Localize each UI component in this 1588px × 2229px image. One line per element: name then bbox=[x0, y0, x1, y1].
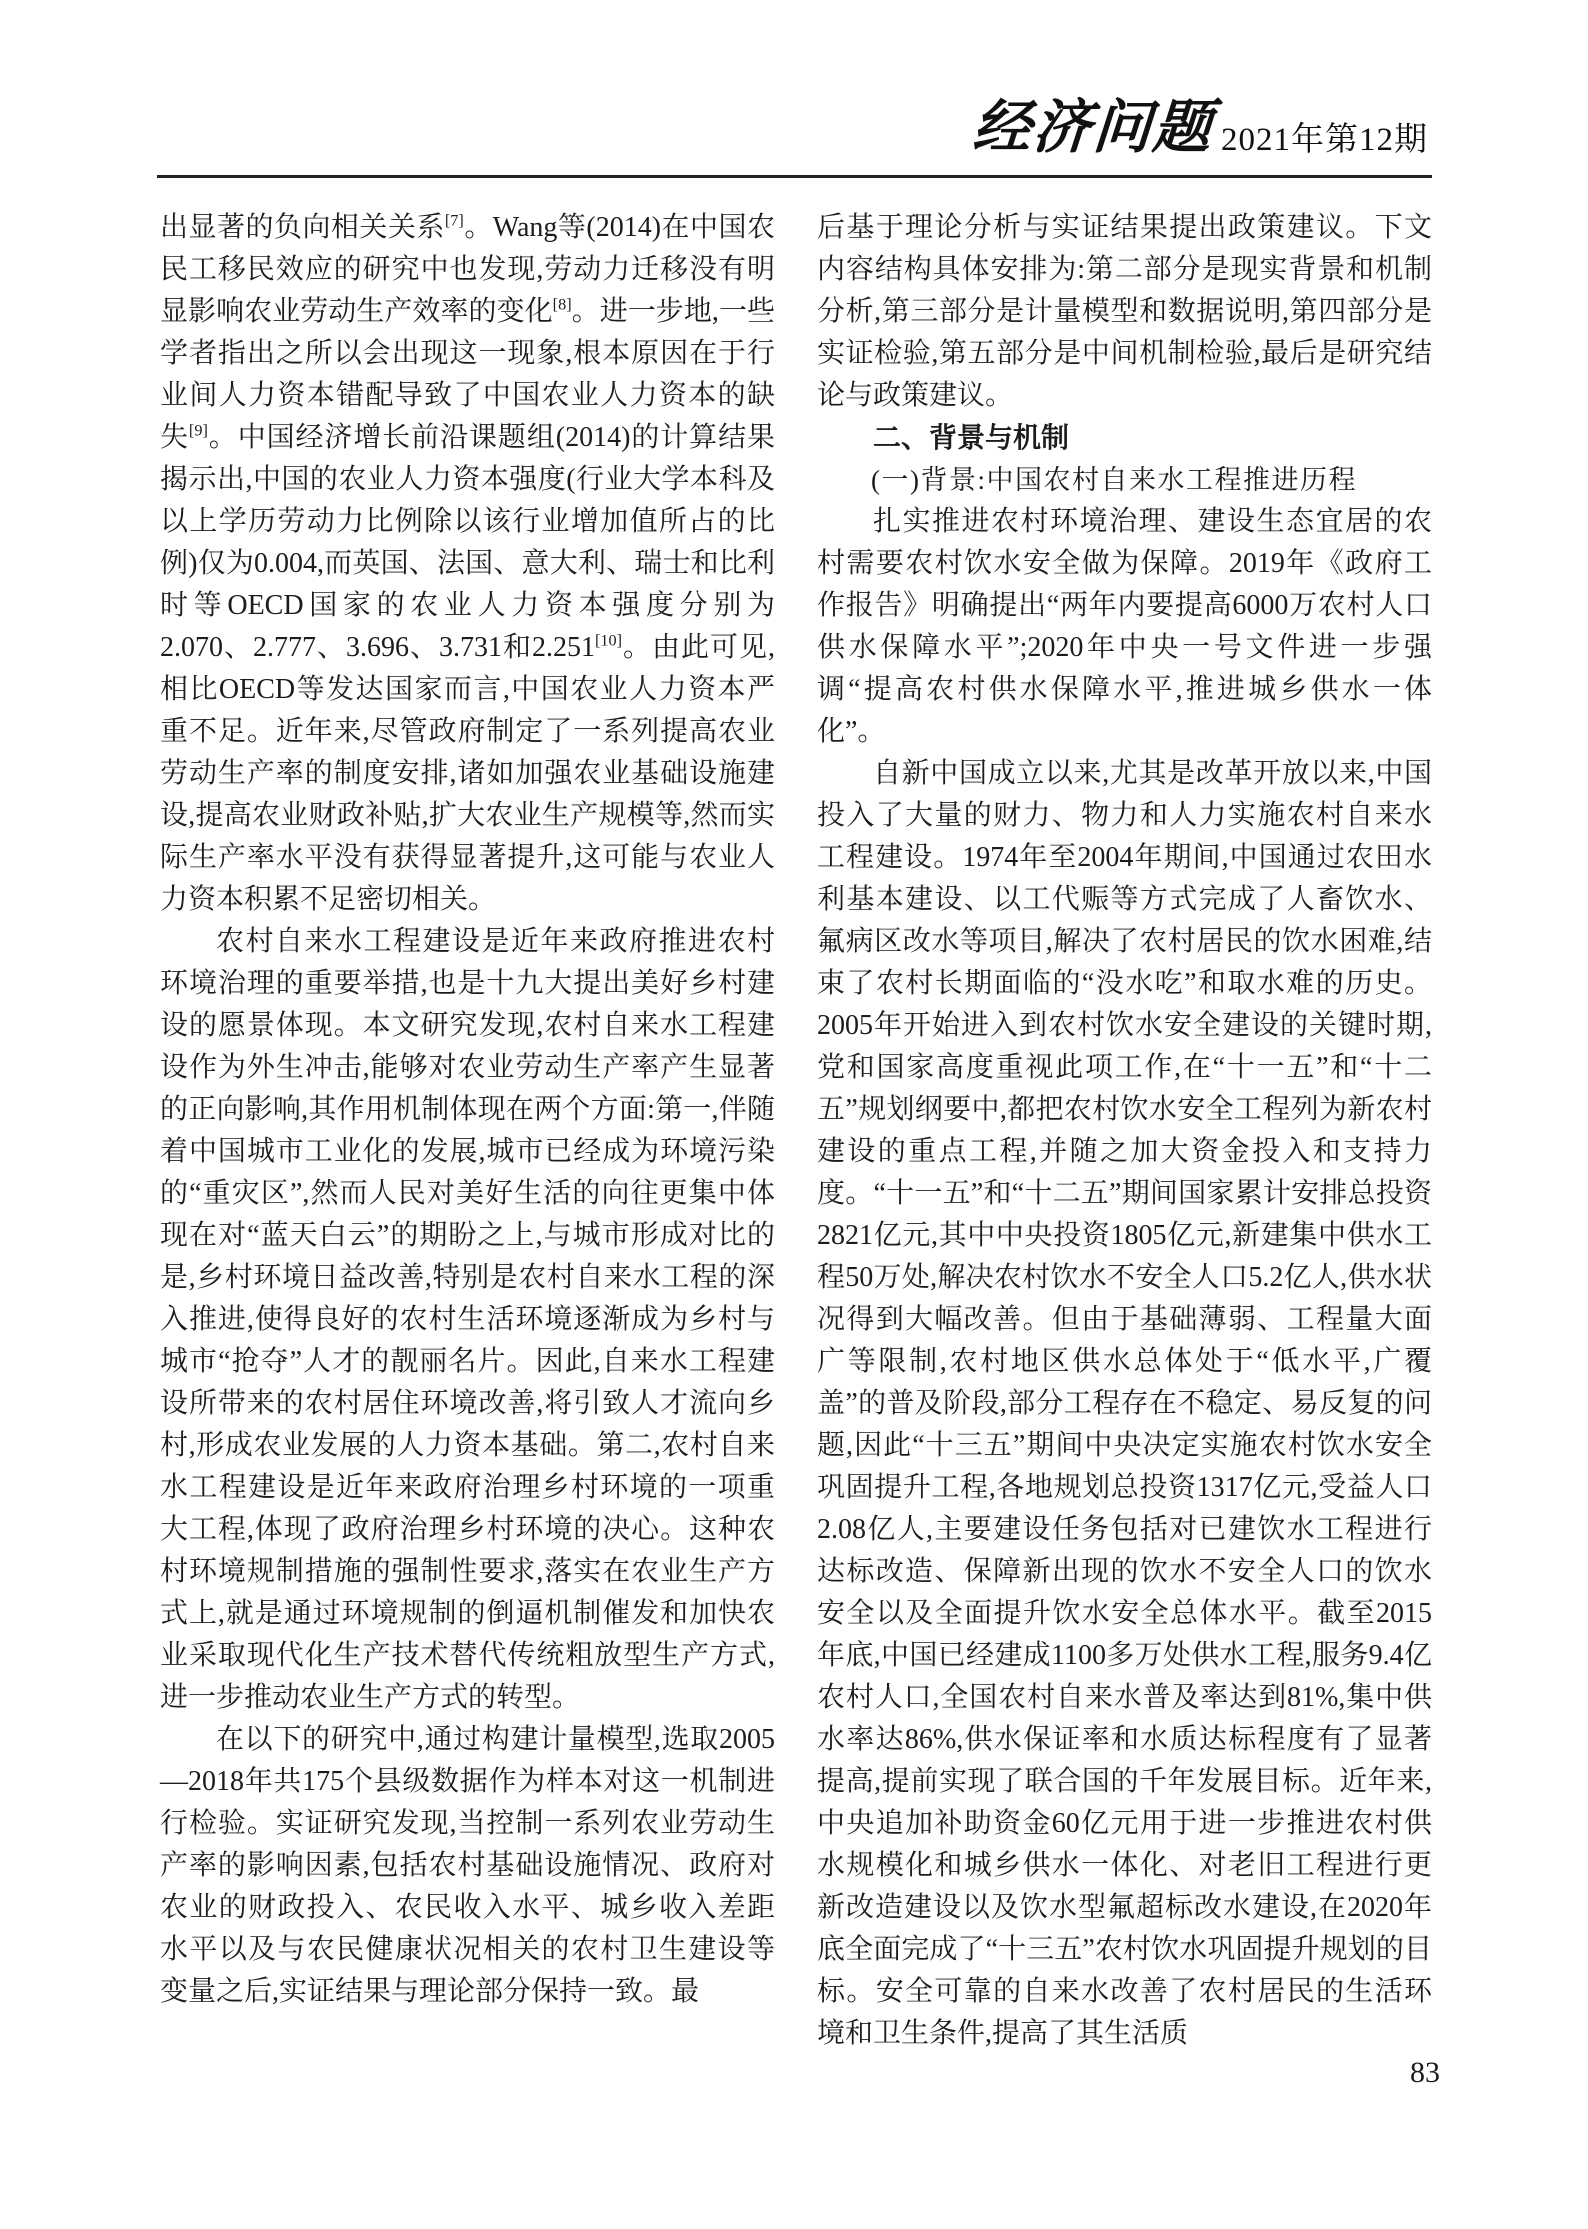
section-heading: 二、背景与机制 bbox=[873, 422, 1070, 453]
page-header bbox=[970, 93, 1428, 161]
page-number: 83 bbox=[1410, 2056, 1440, 2089]
header-rule bbox=[157, 175, 1432, 178]
issue-label: 2021年第12期 bbox=[1221, 121, 1428, 158]
left-column bbox=[160, 207, 775, 2013]
journal-logo: 经济问题 bbox=[970, 93, 1216, 161]
paragraph: 出显著的负向相关关系[7]。Wang等(2014)在中国农民工移民效应的研究中也发现,劳动力迁移没有明显影响农业劳动生产效率的变化[8]。进一步地,一些学者指出之所以会出现这一现象,根本原因在于行业间人力资本错配导致了中国农业人力资本的缺失[9]。中国经济增长前沿课题组(2014)的计算结果揭示出,中国的农业人力资本强度(行业大学本科及以上学历劳动力比例除以该行业增加值所占的比例)仅为0.004,而英国、法国、意大利、瑞士和比利时等OECD国家的农业人力资本强度分别为2.070、2.777、3.696、3.731和2.251[10]。由此可见,相比OECD等发达国家而言,中国农业人力资本严重不足。近年来,尽管政府制定了一系列提高农业劳动生产率的制度安排,诸如加强农业基础设施建设,提高农业财政补贴,扩大农业生产规模等,然而实际生产率水平没有获得显著提升,这可能与农业人力资本积累不足密切相关。 bbox=[160, 211, 775, 915]
paragraph: 后基于理论分析与实证结果提出政策建议。下文内容结构具体安排为:第二部分是现实背景和机制分析,第三部分是计量模型和数据说明,第四部分是实证检验,第五部分是中间机制检验,最后是研究结论与政策建议。 bbox=[817, 212, 1432, 411]
paragraph: 农村自来水工程建设是近年来政府推进农村环境治理的重要举措,也是十九大提出美好乡村建设的愿景体现。本文研究发现,农村自来水工程建设作为外生冲击,能够对农业劳动生产率产生显著的正向影响,其作用机制体现在两个方面:第一,伴随着中国城市工业化的发展,城市已经成为环境污染的“重灾区”,然而人民对美好生活的向往更集中体现在对“蓝天白云”的期盼之上,与城市形成对比的是,乡村环境日益改善,特别是农村自来水工程的深入推进,使得良好的农村生活环境逐渐成为乡村与城市“抢夺”人才的靓丽名片。因此,自来水工程建设所带来的农村居住环境改善,将引致人才流向乡村,形成农业发展的人力资本基础。第二,农村自来水工程建设是近年来政府治理乡村环境的一项重大工程,体现了政府治理乡村环境的决心。这种农村环境规制措施的强制性要求,落实在农业生产方式上,就是通过环境规制的倒逼机制催发和加快农业采取现代化生产技术替代传统粗放型生产方式,进一步推动农业生产方式的转型。 bbox=[160, 926, 775, 1713]
paragraph: 扎实推进农村环境治理、建设生态宜居的农村需要农村饮水安全做为保障。2019年《政府工作报告》明确提出“两年内要提高6000万农村人口供水保障水平”;2020年中央一号文件进一步强调“提高农村供水保障水平,推进城乡供水一体化”。 bbox=[817, 506, 1432, 747]
subsection-heading: (一)背景:中国农村自来水工程推进历程 bbox=[871, 465, 1357, 495]
right-column bbox=[817, 207, 1432, 2055]
paragraph: 自新中国成立以来,尤其是改革开放以来,中国投入了大量的财力、物力和人力实施农村自来水工程建设。1974年至2004年期间,中国通过农田水利基本建设、以工代赈等方式完成了人畜饮水、氟病区改水等项目,解决了农村居民的饮水困难,结束了农村长期面临的“没水吃”和取水难的历史。2005年开始进入到农村饮水安全建设的关键时期,党和国家高度重视此项工作,在“十一五”和“十二五”规划纲要中,都把农村饮水安全工程列为新农村建设的重点工程,并随之加大资金投入和支持力度。“十一五”和“十二五”期间国家累计安排总投资2821亿元,其中中央投资1805亿元,新建集中供水工程50万处,解决农村饮水不安全人口5.2亿人,供水状况得到大幅改善。但由于基础薄弱、工程量大面广等限制,农村地区供水总体处于“低水平,广覆盖”的普及阶段,部分工程存在不稳定、易反复的问题,因此“十三五”期间中央决定实施农村饮水安全巩固提升工程,各地规划总投资1317亿元,受益人口2.08亿人,主要建设任务包括对已建饮水工程进行达标改造、保障新出现的饮水不安全人口的饮水安全以及全面提升饮水安全总体水平。截至2015年底,中国已经建成1100多万处供水工程,服务9.4亿农村人口,全国农村自来水普及率达到81%,集中供水率达86%,供水保证率和水质达标程度有了显著提高,提前实现了联合国的千年发展目标。近年来,中央追加补助资金60亿元用于进一步推进农村供水规模化和城乡供水一体化、对老旧工程进行更新改造建设以及饮水型氟超标改水建设,在2020年底全面完成了“十三五”农村饮水巩固提升规划的目标。安全可靠的自来水改善了农村居民的生活环境和卫生条件,提高了其生活质 bbox=[817, 758, 1432, 2049]
paragraph: 在以下的研究中,通过构建计量模型,选取2005—2018年共175个县级数据作为样本对这一机制进行检验。实证研究发现,当控制一系列农业劳动生产率的影响因素,包括农村基础设施情况、政府对农业的财政投入、农民收入水平、城乡收入差距水平以及与农民健康状况相关的农村卫生建设等变量之后,实证结果与理论部分保持一致。最 bbox=[160, 1724, 775, 2007]
